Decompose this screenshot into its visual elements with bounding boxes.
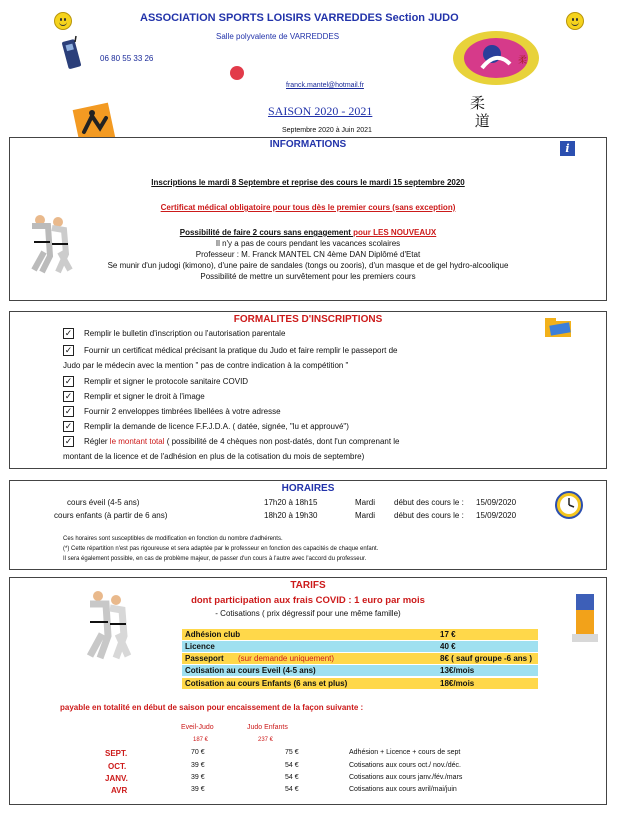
info-registration: Inscriptions le mardi 8 Septembre et reprise des cours le mardi 15 septembre 2020 [151, 178, 465, 187]
info-holidays: Il n'y a pas de cours pendant les vacances scolaires [215, 239, 401, 248]
svg-text:柔: 柔 [518, 56, 528, 66]
formalite-payment-continued: montant de la licence et de l'adhésion en plus de la cotisation du mois de septembre) [63, 452, 365, 461]
informations-title: INFORMATIONS [269, 139, 347, 150]
checkbox-reglement[interactable]: ✓ [64, 436, 73, 446]
horaire-cours: cours éveil (4-5 ans) [67, 498, 140, 507]
info-trial-highlight: pour LES NOUVEAUX [353, 228, 437, 237]
tarif-row [182, 665, 538, 676]
venue: Salle polyvalente de VARREDDES [216, 32, 340, 41]
total-eveil: 187 € [193, 737, 209, 743]
judo-kanji: 柔 道 [470, 94, 490, 130]
payment-detail: ( possibilité de 4 chèques non post-datés, dont l'un comprenant le [164, 437, 400, 446]
amount-enfants: 54 € [285, 774, 299, 781]
month: SEPT. [105, 749, 128, 758]
info-certificat: Certificat médical obligatoire pour tous dès le premier cours (sans exception) [160, 203, 456, 212]
payment-total: le montant total [109, 437, 165, 446]
formalites-title: FORMALITES D'INSCRIPTIONS [233, 314, 383, 325]
tarif-value: 17 € [440, 630, 456, 639]
info-trial-text: Possibilité de faire 2 cours sans engagement [179, 228, 354, 237]
checkbox-bulletin[interactable]: ✓ [64, 328, 73, 338]
checkbox-droit-image[interactable]: ✓ [64, 391, 73, 401]
checkbox-certificat[interactable]: ✓ [64, 345, 73, 355]
formalite-item: Remplir et signer le protocole sanitaire COVID [84, 377, 249, 386]
horaire-debut: début des cours le : [394, 498, 464, 507]
phone-icon [62, 34, 82, 70]
clock-icon [555, 491, 583, 519]
mail-icon [230, 66, 244, 80]
email-link[interactable]: franck.mantel@hotmail.fr [286, 82, 364, 89]
horaire-heure: 17h20 à 18h15 [264, 498, 318, 507]
amount-eveil: 70 € [191, 749, 205, 756]
tarif-label: Cotisation au cours Enfants (6 ans et plus) [185, 679, 348, 688]
smiley-icon [566, 12, 584, 30]
info-icon: i [560, 141, 575, 156]
formalite-item: Fournir 2 enveloppes timbrées libellées à votre adresse [84, 407, 281, 416]
checkbox-licence[interactable]: ✓ [64, 421, 73, 431]
club-logo [452, 30, 540, 86]
association-title: ASSOCIATION SPORTS LOISIRS VARREDDES Section JUDO [140, 12, 459, 24]
tarif-label: Adhésion club [185, 630, 241, 639]
horaire-note: (*) Cette répartition n'est pas rigoureuse et sera adaptée par le professeur en fonction des capacités de chaque enfant. [63, 546, 379, 552]
schedule-desc: Cotisations aux cours avril/mai/juin [349, 786, 457, 793]
formalite-payment [84, 437, 400, 446]
formalites-section [9, 311, 607, 469]
horaire-debut: début des cours le : [394, 511, 464, 520]
month: JANV. [105, 774, 128, 783]
month: OCT. [108, 762, 127, 771]
season-dates: Septembre 2020 à Juin 2021 [282, 127, 372, 134]
trophy-icon [570, 592, 600, 644]
amount-enfants: 75 € [285, 749, 299, 756]
schedule-desc: Cotisations aux cours janv./fév./mars [349, 774, 463, 781]
tarif-value: 18€/mois [440, 679, 475, 688]
judoka-illustration [20, 212, 76, 274]
formalite-item: Fournir un certificat médical précisant la pratique du Judo et faire remplir le passeport de [84, 346, 398, 355]
formalite-item: Remplir et signer le droit à l'image [84, 392, 205, 401]
amount-eveil: 39 € [191, 774, 205, 781]
horaire-note: Ces horaires sont susceptibles de modification en fonction du nombre d'adhérents. [63, 536, 283, 542]
formalite-item: Remplir le bulletin d'inscription ou l'autorisation parentale [84, 329, 286, 338]
horaire-heure: 18h20 à 19h30 [264, 511, 318, 520]
info-survetement: Possibilité de mettre un survêtement pour les premiers cours [200, 272, 416, 281]
col-enfants-header: Judo Enfants [247, 724, 288, 731]
phone-number: 06 80 55 33 26 [100, 54, 154, 63]
tarif-value: 40 € [440, 642, 456, 651]
amount-enfants: 54 € [285, 762, 299, 769]
amount-eveil: 39 € [191, 762, 205, 769]
judoka-illustration [76, 588, 136, 660]
tarifs-cotisations: - Cotisations ( prix dégressif pour une même famille) [215, 609, 401, 618]
tarif-value: 8€ ( sauf groupe -6 ans ) [440, 654, 533, 663]
informations-section [9, 137, 607, 301]
amount-eveil: 39 € [191, 786, 205, 793]
tarif-label: Passeport [185, 654, 224, 663]
horaire-date: 15/09/2020 [476, 511, 517, 520]
schedule-desc: Adhésion + Licence + cours de sept [349, 749, 461, 756]
col-eveil-header: Eveil-Judo [181, 724, 214, 731]
tarif-row [182, 678, 538, 689]
total-enfants: 237 € [258, 737, 274, 743]
payment-verb: Régler [84, 437, 110, 446]
horaire-jour: Mardi [355, 498, 376, 507]
tarif-note: (sur demande uniquement) [238, 654, 335, 663]
tarif-label: Cotisation au cours Eveil (4-5 ans) [185, 666, 316, 675]
tarif-value: 13€/mois [440, 666, 475, 675]
smiley-icon [54, 12, 72, 30]
horaires-title: HORAIRES [281, 483, 335, 494]
month: AVR [111, 786, 128, 795]
checkbox-enveloppes[interactable]: ✓ [64, 406, 73, 416]
formalite-item-continued: Judo par le médecin avec la mention " pas de contre indication à la compétition " [63, 361, 349, 370]
season-title: SAISON 2020 - 2021 [268, 104, 373, 118]
payable-note: payable en totalité en début de saison pour encaissement de la façon suivante : [60, 703, 364, 712]
formalite-item: Remplir la demande de licence F.F.J.D.A. ( datée, signée, "lu et approuvé") [84, 422, 349, 431]
horaire-jour: Mardi [355, 511, 376, 520]
tarif-label: Licence [185, 642, 215, 651]
horaires-section [9, 480, 607, 570]
tarif-row [182, 641, 538, 652]
tarifs-title: TARIFS [290, 580, 326, 591]
tarifs-section [9, 577, 607, 805]
horaire-cours: cours enfants (à partir de 6 ans) [54, 511, 168, 520]
tarif-row [182, 629, 538, 640]
checkbox-protocole[interactable]: ✓ [64, 376, 73, 386]
horaire-note: Il sera également possible, en cas de problème majeur, de passer d'un cours à l'autre avec l'accord du professeur. [63, 556, 367, 562]
info-trial [10, 228, 606, 237]
folder-icon [544, 316, 574, 338]
amount-enfants: 54 € [285, 786, 299, 793]
schedule-desc: Cotisations aux cours oct./ nov./déc. [349, 762, 461, 769]
tarif-row [182, 653, 538, 664]
horaire-date: 15/09/2020 [476, 498, 517, 507]
tarifs-covid: dont participation aux frais COVID : 1 euro par mois [191, 595, 425, 606]
info-equipment: Se munir d'un judogi (kimono), d'une paire de sandales (tongs ou zooris), d'un masque et de gel hydro-alcoolique [107, 261, 509, 270]
info-professeur: Professeur : M. Franck MANTEL CN 4ème DAN Diplômé d'Etat [195, 250, 421, 259]
